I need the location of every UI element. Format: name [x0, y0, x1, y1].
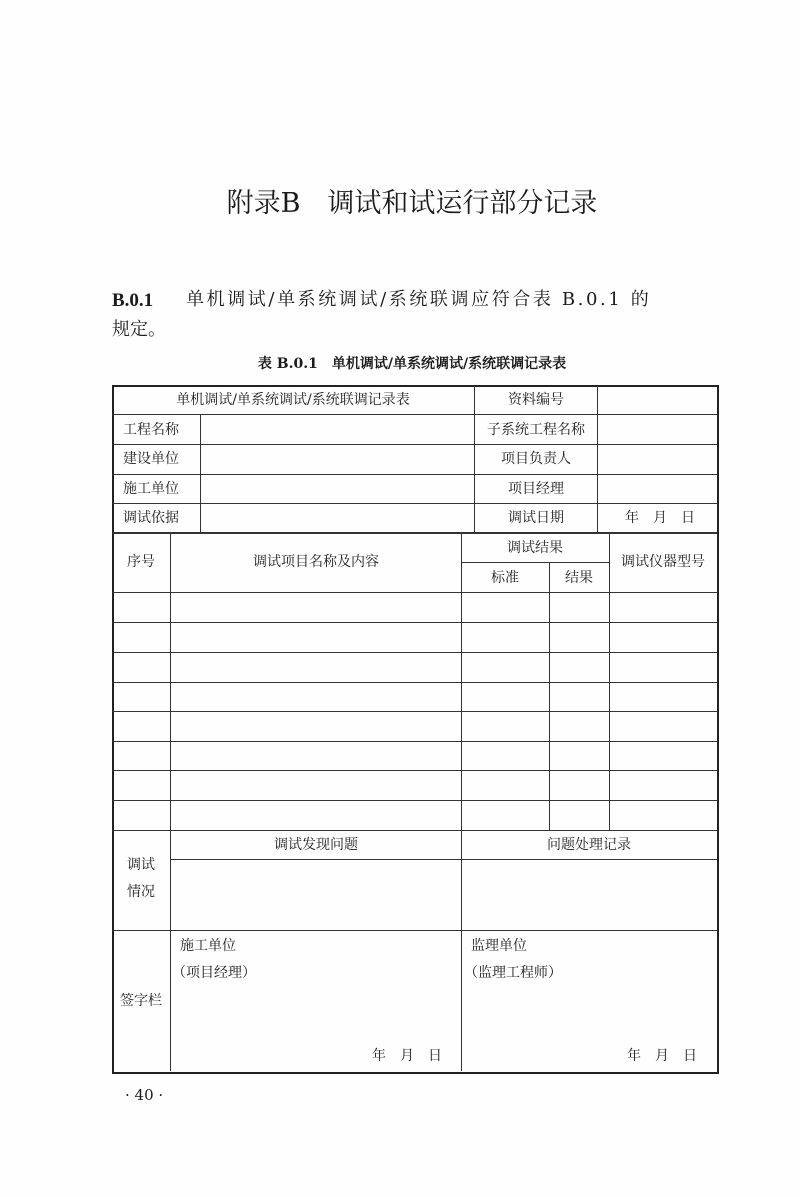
situation-label: 调试	[127, 857, 155, 873]
sign-contractor: 施工单位	[180, 938, 236, 954]
project-name-label: 工程名称	[123, 422, 179, 438]
sign-supervisor-date: 年 月 日	[627, 1048, 697, 1064]
col-item-header: 调试项目名称及内容	[253, 554, 379, 570]
page-number: · 40 ·	[125, 1086, 164, 1104]
basis-label: 调试依据	[123, 510, 179, 526]
issue-handling-header: 问题处理记录	[547, 837, 631, 853]
table-caption: 表 B.0.1 单机调试/单系统调试/系统联调记录表	[257, 356, 567, 372]
sign-supervisor-role: （监理工程师）	[464, 965, 562, 981]
col-result-header: 调试结果	[507, 540, 563, 556]
contractor-label: 施工单位	[123, 481, 179, 497]
issues-found-header: 调试发现问题	[274, 837, 358, 853]
test-date-label: 调试日期	[508, 510, 564, 526]
col-standard-header: 标准	[491, 570, 519, 586]
signature-label: 签字栏	[120, 993, 162, 1009]
sign-contractor-role: （项目经理）	[172, 965, 256, 981]
col-no-header: 序号	[127, 554, 155, 570]
project-manager-label: 项目经理	[508, 481, 564, 497]
appendix-title: 附录B 调试和试运行部分记录	[226, 188, 598, 219]
clause-number: B.0.1	[112, 290, 154, 311]
clause-text-cont: 规定。	[112, 319, 166, 340]
situation-label-cont: 情况	[127, 884, 155, 900]
clause-text: 单机调试/单系统调试/系统联调应符合表 B.0.1 的	[186, 289, 652, 310]
owner-label: 建设单位	[123, 451, 179, 467]
sign-contractor-date: 年 月 日	[372, 1048, 442, 1064]
test-date-value: 年 月 日	[625, 510, 695, 526]
form-title: 单机调试/单系统调试/系统联调记录表	[176, 392, 410, 408]
doc-no-label: 资料编号	[508, 392, 564, 408]
col-outcome-header: 结果	[565, 570, 593, 586]
subsystem-name-label: 子系统工程名称	[487, 422, 585, 438]
col-instrument-header: 调试仪器型号	[621, 554, 705, 570]
sign-supervisor: 监理单位	[471, 938, 527, 954]
project-lead-label: 项目负责人	[501, 451, 571, 467]
